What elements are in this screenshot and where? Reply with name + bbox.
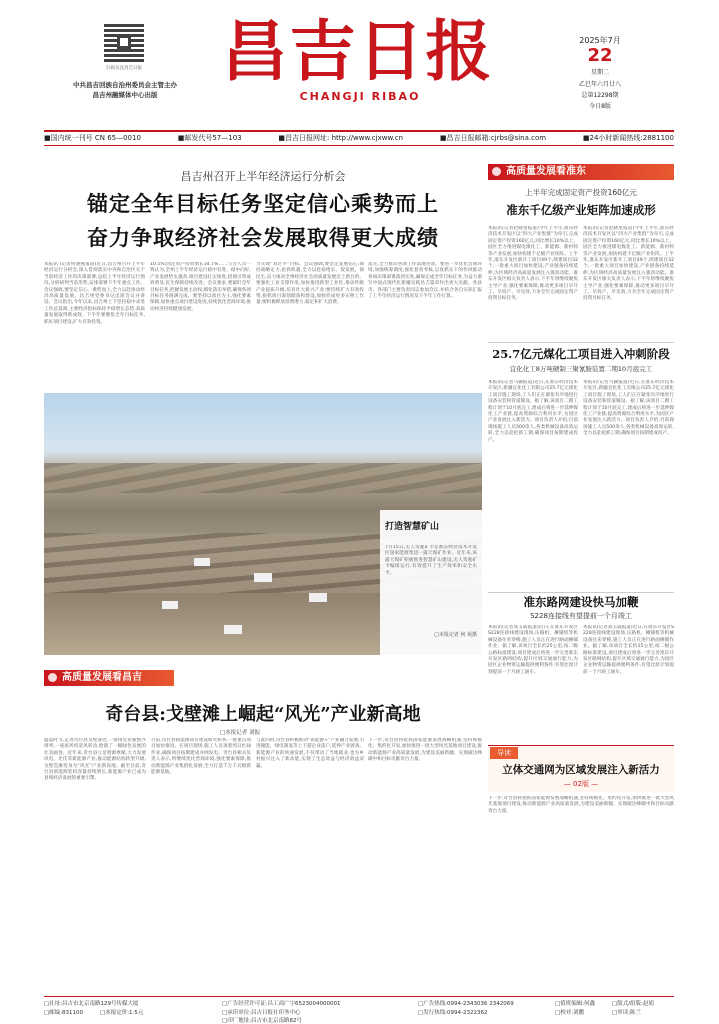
feature-headline: 奇台县:戈壁滩上崛起“风光”产业新高地: [105, 704, 421, 725]
footer-layout: □版式/组版:赵娟: [612, 1001, 654, 1007]
qr-caption: 扫码关注昌吉日报: [106, 66, 142, 71]
footer-reviewer: □审读:陈兰: [612, 1010, 642, 1016]
lead-headline-2: 奋力争取经济社会发展取得更大成绩: [87, 225, 439, 250]
section-tag-zhundong: 高质量发展看准东: [488, 164, 674, 180]
issue-day: 22: [587, 45, 613, 66]
zhundong-body-right: 本报讯(记者赵晓星报道)今年上半年,准东经济技术开发区以“四大产业集群”为牵引,完成固定资产投资160亿元,同比增长10%以上。园区全力推进煤电煤化工、新能源、新材料等产业发展,加快构建千亿级产业矩阵。上半年,准东开发区新开工项目49个,续建项目32个,一批重大项目加快建设,产业链条持续延伸,为区域经济高质量发展注入强劲动能。准东开发区相关负责人表示,下半年将继续聚焦主导产业,强化要素保障,推动更多项目早开工、早投产、早见效,力争全年完成固定资产投资目标任务。: [583, 226, 674, 302]
road-headline: 准东路网建设快马加鞭: [523, 595, 639, 609]
zhundong-headline: 准东千亿级产业矩阵加速成形: [506, 203, 656, 217]
footer-printer-address: □印厂地址:昌吉市北京南路82号: [222, 1018, 303, 1024]
issue-lunar: 乙巳年六月廿八: [578, 81, 621, 88]
issue-number: 总第12298期: [581, 92, 619, 99]
info-website[interactable]: ■昌吉日报网址: http://www.cjxww.cn: [278, 134, 404, 142]
photo-caption-title: 打造智慧矿山: [385, 522, 440, 532]
feature-column-2: 目前,奇台县新能源项目建设如火如荼,一批重点项目加快推进。在项目现场,施工人员顶着烈日忙碌作业,确保项目按期建成并网发电。奇台县相关负责人表示,将继续优化营商环境,强化要素保障,推动新能源产业集群化发展,全力打造千万千瓦级新能源基地。: [151, 738, 251, 776]
guide-headline[interactable]: 立体交通网为区域发展注入新活力: [502, 764, 660, 776]
footer-editor: □值班编辑:何鑫: [555, 1001, 596, 1007]
coal-chem-subhead: 宜化化工8万吨硬制三聚氰胺装置二期10月底完工: [509, 365, 653, 373]
road-subhead: S228连接线有望提前一个月竣工: [530, 612, 632, 620]
coal-chem-body-left: 本报讯(记者马骥报道)近日,在准东经济技术开发区,新疆宜化化工有限公司25.7亿元煤化工项目施工现场,工人们正在紧张有序地进行设备安装和管道铺设。据了解,该项目二期工程计划于10月底完工,建成后将进一步延伸煤化工产业链,提高资源综合利用水平,为园区产业发展注入新活力。项目负责人介绍,目前现场施工人员500余人,各类机械设备高效运转,全力以赴抢抓工期,确保项目按期建成投产。: [488, 380, 578, 443]
lead-column-4: 落实,全力推动各项工作落地见效。要进一步优化营商环境,加强统筹调度,强化督查考核,以真抓实干的作风推动各项决策部署落到实处,确保完成全年目标任务,为奋力谱写中国式现代化新疆实践昌吉篇章作出更大贡献。各县市、各部门主要负责同志参加会议,并结合各自实际汇报了上半年经济运行情况及下半年工作打算。: [368, 262, 482, 300]
info-bar: [44, 133, 674, 143]
newspaper-title: 昌吉日报: [221, 12, 494, 90]
info-hotline: ■24小时新闻热线:2881100: [582, 134, 674, 142]
issue-date: 2025年7月: [579, 36, 621, 45]
publisher-line-2: 昌吉州融媒体中心出版: [92, 91, 158, 99]
lead-column-1: 本报讯 (记者何晓燕报道)近日,昌吉州召开上半年经济运行分析会,深入贯彻落实中央和自治区关于当前经济工作的决策部署,总结上半年经济运行情况,分析研判当前形势,安排部署下半年重点工作。会议强调,要坚定信心、乘势而上,全力以赴推动经济高质量发展。昌吉州党委书记出席会议并讲话。会议指出,今年以来,昌吉州上下坚持稳中求进工作总基调,主要经济指标保持平稳增长态势,高质量发展取得新成效。下半年要聚焦全年目标任务,抓好项目建设,扩大有效投资。: [44, 262, 145, 325]
zhundong-subhead: 上半年完成固定资产投资160亿元: [525, 188, 637, 197]
info-email[interactable]: ■昌吉日报邮箱:cjrbs@sina.com: [439, 134, 547, 142]
section-tag-changji: 高质量发展看昌吉: [44, 670, 174, 686]
info-cn: ■国内统一刊号 CN 65—0010: [44, 134, 141, 142]
footer-printer: □承印单位:昌吉日报社印务中心: [222, 1010, 301, 1016]
guide-label: 导读: [490, 747, 518, 759]
info-postal: ■邮发代号57—103: [177, 134, 242, 142]
feature-column-1: 盛夏时节,走进奇台县戈壁深处,一排排光伏板整齐排列,一座座风机迎风转动,绘就了一幅绿色发展的壮美画卷。近年来,奇台县立足资源禀赋,大力发展风电、光伏等新能源产业,推动能源结构转型升级,戈壁荒滩变身为“风光”产业新高地。截至目前,奇台县新能源装机容量持续增长,新能源产业已成为县域经济发展的重要引擎。: [44, 738, 146, 782]
publisher-line: 中共昌吉回族自治州委员会主管主办: [73, 81, 177, 89]
zhundong-body-left: 本报讯(记者赵晓星报道)今年上半年,准东经济技术开发区以“四大产业集群”为牵引,完成固定资产投资160亿元,同比增长10%以上。园区全力推进煤电煤化工、新能源、新材料等产业发展,加快构建千亿级产业矩阵。上半年,准东开发区新开工项目49个,续建项目32个,一批重大项目加快建设,产业链条持续延伸,为区域经济高质量发展注入强劲动能。准东开发区相关负责人表示,下半年将继续聚焦主导产业,强化要素保障,推动更多项目早开工、早投产、早见效,力争全年完成固定资产投资目标任务。: [488, 226, 578, 302]
issue-weekday: 星期二: [590, 69, 609, 76]
lead-column-3: 力实现“双过半”目标。会议强调,要坚定发展信心,保持战略定力,抢抓机遇,全力以赴稳增长、促发展、保民生,奋力推动全州经济社会高质量发展迈上新台阶。要强化工业支撑作用,加快推进新型工业化,推动传统产业提质升级,培育壮大新兴产业;要持续扩大有效投资,狠抓项目谋划储备和建设,加快形成更多实物工作量;要积极释放消费潜力,稳定和扩大消费。: [256, 262, 364, 306]
issue-pages: 今日8版: [589, 103, 611, 110]
qr-code: [104, 22, 144, 62]
lead-kicker: 昌吉州召开上半年经济运行分析会: [180, 170, 346, 183]
feature-column-3: 与此同时,奇台县积极推动“新能源+”产业融合发展,引进储能、绿电制氢等上下游企业落户,延伸产业链条。新能源产业的快速发展,不仅带动了当地就业,也为乡村振兴注入了新动能,实现了生态效益与经济效益双赢。: [256, 738, 364, 769]
photo-caption-text: 7月15日,无人驾驶矿卡在准东经济技术开发区国家能源集团一露天煤矿作业。近年来,该露天煤矿积极推进智慧矿山建设,无人驾驶矿卡编组运行,有效提升了生产效率和安全水平。: [385, 545, 477, 576]
footer-address: □社址:昌吉市北京南路129号传媒大厦: [44, 1001, 139, 1007]
feature-column-4: 下一步,奇台县将抢抓国家能源发展战略机遇,坚持规模化、集约化开发,加快推进一批大型风光基地项目建设,推动新能源产业高质量发展,为建设美丽新疆、实现碳达峰碳中和目标贡献奇台力量。: [368, 738, 482, 763]
footer-postcode: □邮编:831100: [44, 1010, 84, 1016]
footer-distribution-hotline: □发行热线:0994-2322362: [418, 1010, 488, 1016]
coal-chem-body-right: 本报讯(记者马骥报道)近日,在准东经济技术开发区,新疆宜化化工有限公司25.7亿元煤化工项目施工现场,工人们正在紧张有序地进行设备安装和管道铺设。据了解,该项目二期工程计划于10月底完工,建成后将进一步延伸煤化工产业链,提高资源综合利用水平,为园区产业发展注入新活力。项目负责人介绍,目前现场施工人员500余人,各类机械设备高效运转,全力以赴抢抓工期,确保项目按期建成投产。: [583, 380, 674, 437]
footer-license: □广告经营许可证:昌工商广字6523004000001: [222, 1001, 341, 1007]
lead-column-2: 10.5%;固定资产投资增长34.7%……与会人员一致认为,全州上半年经济运行稳中有进、稳中向好,产业发展势头强劲,项目建设扎实推进,招商引资成效明显,民生保障持续改善。会议要求,要紧盯全年目标任务,把握发展主动权,细化落实举措,确保各项目标任务圆满完成。要坚持以项目为王,强化要素保障,加快重点项目建设进度,持续优化营商环境,推动经济持续健康发展。: [150, 262, 251, 312]
footer-ad-hotline: □广告热线:0994-2343036 2342069: [418, 1001, 514, 1007]
feature-column-5: 下一步,奇台县将抢抓国家能源发展战略机遇,坚持规模化、集约化开发,加快推进一批大型风光基地项目建设,推动新能源产业高质量发展,为建设美丽新疆、实现碳达峰碳中和目标贡献奇台力量。: [488, 796, 674, 814]
footer-price: □本报定价:1.5元: [100, 1010, 144, 1016]
footer-proofreader: □校对:刘鹏: [555, 1010, 585, 1016]
road-body-left: 本报讯(记者高玉霞报道)近日,在准东开发区S228连接线建设现场,压路机、摊铺机等机械设备往来穿梭,施工人员正在进行路面摊铺作业。据了解,该项目全长约25公里,按二级公路标准建设,项目建成后将进一步完善准东开发区路网结构,提升区域交通通行能力,为园区企业物资运输提供便利条件,有望比原计划提前一个月竣工通车。: [488, 625, 578, 675]
coal-chem-headline: 25.7亿元煤化工项目进入冲刺阶段: [492, 347, 670, 361]
feature-byline: □本报记者 刘振: [220, 730, 260, 736]
photo-credit: □本报记者 何 苑摄: [434, 632, 477, 638]
newspaper-subtitle: CHANGJI RIBAO: [299, 90, 421, 103]
guide-page: — 02版 —: [563, 780, 599, 788]
road-body-right: 本报讯(记者高玉霞报道)近日,在准东开发区S228连接线建设现场,压路机、摊铺机等机械设备往来穿梭,施工人员正在进行路面摊铺作业。据了解,该项目全长约25公里,按二级公路标准建设,项目建成后将进一步完善准东开发区路网结构,提升区域交通通行能力,为园区企业物资运输提供便利条件,有望比原计划提前一个月竣工通车。: [583, 625, 674, 675]
lead-headline-1: 锚定全年目标任务坚定信心乘势而上: [87, 191, 439, 216]
